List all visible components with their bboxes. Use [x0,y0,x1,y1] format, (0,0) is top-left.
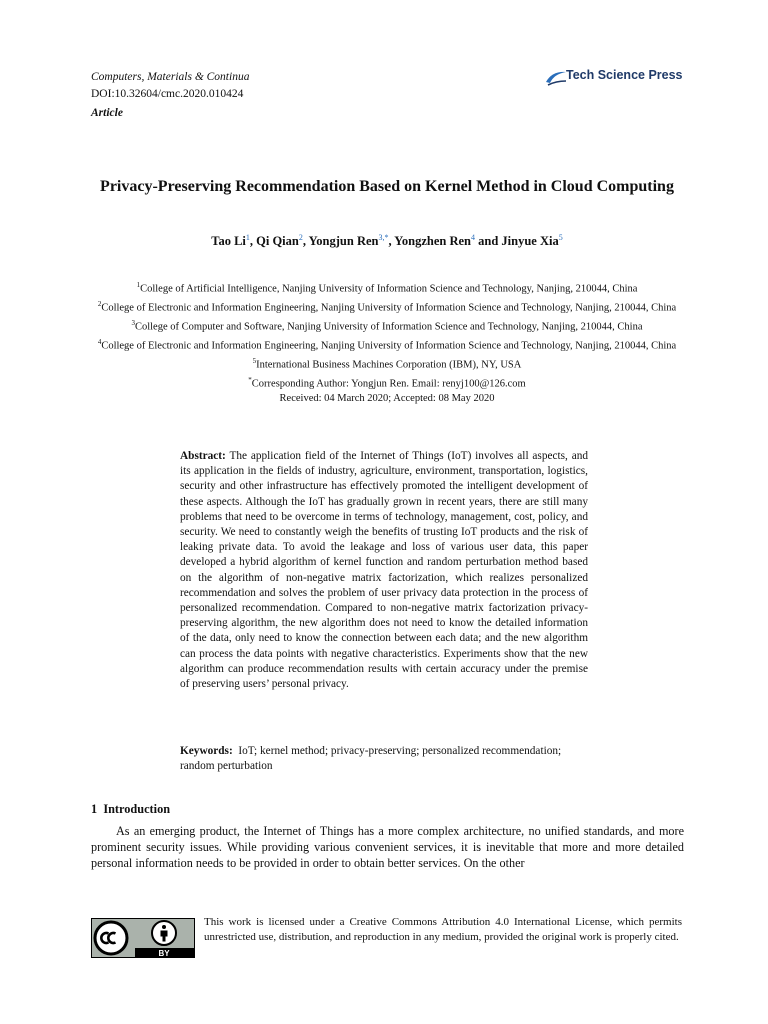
corresponding-author [88,373,686,392]
author-sup: 2 [298,233,303,242]
intro-paragraph: As an emerging product, the Internet of Things has a more complex architecture, no unified standards, and more prominent security issues. While providing various convenient services, it is inevitable that more and more detailed personal information needs to be provided in order to obtain better services. On the other [91,824,684,870]
affiliation-text: College of Electronic and Information Engineering, Nanjing University of Information Science and Technology, Nanjing, 210044, China [101,302,677,314]
abstract [180,449,588,692]
section-number: 1 [91,802,98,816]
affiliation-sup: 3 [131,319,135,327]
dates: Received: 04 March 2020; Accepted: 08 May 2020 [279,393,495,404]
keywords [180,744,590,774]
cc-by-icon [91,918,195,958]
publisher-logo [544,68,684,88]
author-sup: 5 [558,233,563,242]
affiliation-text: College of Computer and Software, Nanjing University of Information Science and Technology, Nanjing, 210044, China [134,321,643,333]
author-sep: , [388,234,395,249]
journal-header [91,69,249,122]
affiliation [88,335,686,354]
journal-name: Computers, Materials & Continua [91,71,250,83]
author-sup: 4 [471,233,476,242]
keywords-label: Keywords: [180,745,233,757]
author-name: Yongzhen Ren [394,234,472,249]
keywords-text: IoT; kernel method; privacy-preserving; personalized recommendation; random perturbation [180,745,562,773]
publisher-name: Tech Science Press [566,68,683,82]
section-heading [91,802,170,817]
affiliation-text: International Business Machines Corporation (IBM), NY, USA [256,359,522,371]
affiliation-sup: 4 [97,338,102,346]
author-sep: , [302,234,309,249]
section-title: Introduction [103,802,171,816]
affiliation-text: College of Artificial Intelligence, Nanjing University of Information Science and Technology, Nanjing, 210044, China [140,283,638,295]
author-sup: 1 [245,233,250,242]
affiliation [88,297,686,316]
affiliation-sup: 1 [136,281,141,289]
author-sep: , [249,234,257,249]
abstract-text: The application field of the Internet of Things (IoT) involves all aspects, and its application in the fields of industry, agriculture, environment, transportation, logistics, security and other infrastructure has effectively promoted the intelligent development of these aspects. Although the IoT has gradually grown in recent years, there are still many problems that need to be overcome in terms of technology, management, cost, policy, and security. We need to constantly weigh the benefits of trusting IoT products and the risk of leaking private data. To avoid the leakage and loss of various user data, this paper developed a hybrid algorithm of kernel function and random perturbation method based on the algorithm of non-negative matrix factorization, which realizes personalized recommendation and solves the problem of user privacy data protection in the process of personalized recommendation. Compared to non-negative matrix factorization privacy-preserving algorithm, the new algorithm does not need to know the detailed information of the data, only need to know the connection between each data; and the new algorithm can process the data points with negative characteristics. Experiments show that the new algorithm can produce recommendation results with certain accuracy under the premise of preserving users’ personal privacy. [180,450,589,691]
license-text: This work is licensed under a Creative Commons Attribution 4.0 International License, which permits unrestricted use, distribution, and reproduction in any medium, provided the original work is properly cited. [204,916,682,943]
author-name: Tao Li [211,234,246,249]
affiliation [88,354,686,373]
author-list [91,233,683,249]
affiliation [88,316,686,335]
corresponding-text: Corresponding Author: Yongjun Ren. Email: renyj100@126.com [251,378,526,390]
affiliation [88,278,686,297]
author-name: Jinyue Xia [501,234,559,249]
abstract-label: Abstract: [180,450,226,462]
author-sup: 3,* [378,233,389,242]
author-sep: and [475,234,502,249]
affiliation-sup: 5 [252,357,257,365]
cc-by-label: BY [158,949,170,958]
paper-title: Privacy-Preserving Recommendation Based on Kernel Method in Cloud Computing [100,178,674,195]
swoosh-icon [544,69,568,87]
affiliation-text: College of Electronic and Information Engineering, Nanjing University of Information Science and Technology, Nanjing, 210044, China [101,340,677,352]
corresponding-mark: * [248,376,252,384]
affiliation-sup: 2 [97,300,102,308]
article-type: Article [91,107,123,119]
author-name: Qi Qian [256,234,299,249]
author-name: Yongjun Ren [308,234,379,249]
affiliations [88,278,686,407]
doi: DOI:10.32604/cmc.2020.010424 [91,88,244,100]
cc-by-license-badge [91,918,195,958]
